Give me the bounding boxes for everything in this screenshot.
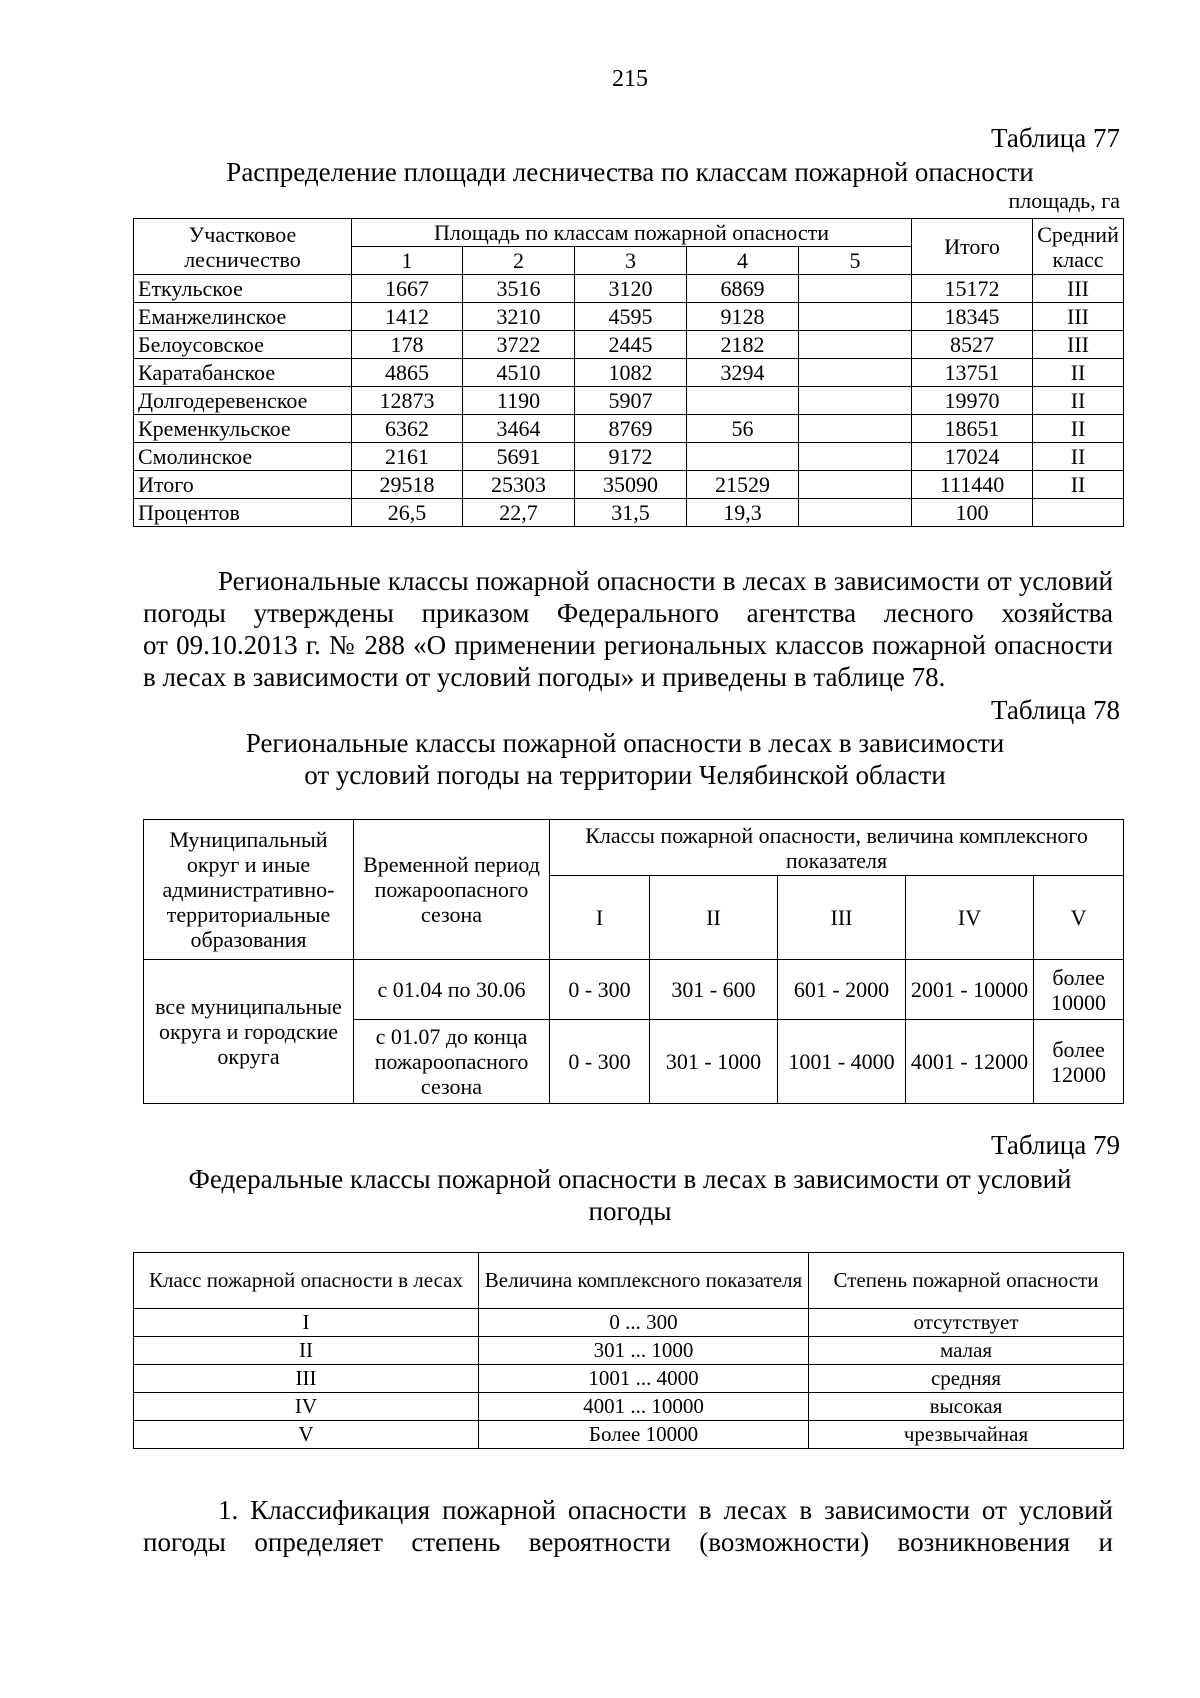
- forestry-name-cell: Процентов: [134, 499, 352, 527]
- value-cell: II: [1033, 443, 1124, 471]
- value-cell: 1190: [463, 387, 575, 415]
- danger-degree-cell: малая: [809, 1337, 1124, 1365]
- header-municipality: Муниципальный округ и иные административно-территориальные образования: [144, 820, 354, 960]
- table-79-title: Федеральные классы пожарной опасности в лесах в зависимости от условий погоды: [188, 1164, 1072, 1226]
- value-cell: 3120: [575, 275, 687, 303]
- table-row: [134, 443, 1124, 471]
- value-cell: 19970: [912, 387, 1033, 415]
- value-cell: 22,7: [463, 499, 575, 527]
- value-cell: [799, 331, 912, 359]
- paragraph-2: 1. Классификация пожарной опасности в лесах в зависимости от условий погоды определяет степень вероятности (возможности) возникновения и: [143, 1495, 1113, 1557]
- header-avg-class: Средний класс: [1033, 219, 1124, 275]
- value-cell: 4001 - 12000: [906, 1020, 1034, 1104]
- header-fire-class: Класс пожарной опасности в лесах: [134, 1253, 479, 1309]
- value-cell: 18651: [912, 415, 1033, 443]
- table-78: [143, 819, 1124, 1104]
- table-78-title: Региональные классы пожарной опасности в лесах в зависимости от условий погоды на территории Челябинской области: [245, 728, 1005, 790]
- index-value-cell: Более 10000: [479, 1421, 809, 1449]
- value-cell: 31,5: [575, 499, 687, 527]
- value-cell: 21529: [687, 471, 799, 499]
- value-cell: II: [1033, 387, 1124, 415]
- value-cell: III: [1033, 303, 1124, 331]
- header-index-value: Величина комплексного показателя: [479, 1253, 809, 1309]
- value-cell: 13751: [912, 359, 1033, 387]
- value-cell: [799, 275, 912, 303]
- header-class: 3: [575, 247, 687, 275]
- forestry-name-cell: Еткульское: [134, 275, 352, 303]
- header-class: 2: [463, 247, 575, 275]
- header-class: 1: [352, 247, 463, 275]
- value-cell: 25303: [463, 471, 575, 499]
- index-value-cell: 301 ... 1000: [479, 1337, 809, 1365]
- table-79-label: Таблица 79: [991, 1130, 1120, 1160]
- table-77-unit: площадь, га: [1008, 188, 1120, 213]
- value-cell: 5691: [463, 443, 575, 471]
- value-cell: 18345: [912, 303, 1033, 331]
- value-cell: II: [1033, 415, 1124, 443]
- table-row: [134, 1421, 1124, 1449]
- value-cell: 0 - 300: [550, 960, 650, 1020]
- value-cell: 100: [912, 499, 1033, 527]
- value-cell: 5907: [575, 387, 687, 415]
- value-cell: 601 - 2000: [778, 960, 906, 1020]
- table-78-label: Таблица 78: [991, 695, 1120, 725]
- forestry-name-cell: Кременкульское: [134, 415, 352, 443]
- value-cell: 2182: [687, 331, 799, 359]
- value-cell: [799, 359, 912, 387]
- fire-class-cell: II: [134, 1337, 479, 1365]
- value-cell: 1412: [352, 303, 463, 331]
- index-value-cell: 1001 ... 4000: [479, 1365, 809, 1393]
- value-cell: 9128: [687, 303, 799, 331]
- value-cell: более 12000: [1034, 1020, 1124, 1104]
- table-row: [134, 1365, 1124, 1393]
- value-cell: 3210: [463, 303, 575, 331]
- table-77-label: Таблица 77: [991, 123, 1120, 153]
- value-cell: 19,3: [687, 499, 799, 527]
- value-cell: 2001 - 10000: [906, 960, 1034, 1020]
- value-cell: 4510: [463, 359, 575, 387]
- header-area: Участковое лесничество: [134, 219, 352, 275]
- value-cell: III: [1033, 331, 1124, 359]
- value-cell: 1082: [575, 359, 687, 387]
- value-cell: [799, 471, 912, 499]
- danger-degree-cell: высокая: [809, 1393, 1124, 1421]
- forestry-name-cell: Еманжелинское: [134, 303, 352, 331]
- value-cell: 3294: [687, 359, 799, 387]
- header-period: Временной период пожароопасного сезона: [354, 820, 550, 960]
- value-cell: [799, 415, 912, 443]
- fire-class-cell: III: [134, 1365, 479, 1393]
- table-row: [134, 359, 1124, 387]
- value-cell: 6362: [352, 415, 463, 443]
- header-class: IV: [906, 876, 1034, 960]
- index-value-cell: 4001 ... 10000: [479, 1393, 809, 1421]
- index-value-cell: 0 ... 300: [479, 1309, 809, 1337]
- header-class: I: [550, 876, 650, 960]
- value-cell: более 10000: [1034, 960, 1124, 1020]
- value-cell: [799, 499, 912, 527]
- value-cell: 3516: [463, 275, 575, 303]
- value-cell: II: [1033, 471, 1124, 499]
- value-cell: 2161: [352, 443, 463, 471]
- header-total: Итого: [912, 219, 1033, 275]
- value-cell: 178: [352, 331, 463, 359]
- value-cell: [687, 387, 799, 415]
- header-classes-group: Классы пожарной опасности, величина комплексного показателя: [550, 820, 1124, 876]
- table-77-title: Распределение площади лесничества по классам пожарной опасности: [226, 157, 1034, 187]
- header-danger-degree: Степень пожарной опасности: [809, 1253, 1124, 1309]
- header-class: V: [1034, 876, 1124, 960]
- header-class: II: [650, 876, 778, 960]
- table-77: [133, 218, 1124, 527]
- table-row: [134, 1393, 1124, 1421]
- value-cell: 301 - 600: [650, 960, 778, 1020]
- value-cell: 111440: [912, 471, 1033, 499]
- fire-class-cell: V: [134, 1421, 479, 1449]
- forestry-name-cell: Каратабанское: [134, 359, 352, 387]
- value-cell: [799, 303, 912, 331]
- table-row: [134, 415, 1124, 443]
- value-cell: III: [1033, 275, 1124, 303]
- table-row: [134, 1309, 1124, 1337]
- value-cell: 4595: [575, 303, 687, 331]
- value-cell: 1001 - 4000: [778, 1020, 906, 1104]
- value-cell: 2445: [575, 331, 687, 359]
- forestry-name-cell: Белоусовское: [134, 331, 352, 359]
- table-row: [134, 387, 1124, 415]
- danger-degree-cell: чрезвычайная: [809, 1421, 1124, 1449]
- header-area-group: Площадь по классам пожарной опасности: [352, 219, 912, 247]
- forestry-name-cell: Долгодеревенское: [134, 387, 352, 415]
- header-class: III: [778, 876, 906, 960]
- period-cell: с 01.07 до конца пожароопасного сезона: [354, 1020, 550, 1104]
- value-cell: 8769: [575, 415, 687, 443]
- table-row: [134, 471, 1124, 499]
- danger-degree-cell: отсутствует: [809, 1309, 1124, 1337]
- forestry-name-cell: Итого: [134, 471, 352, 499]
- value-cell: 8527: [912, 331, 1033, 359]
- fire-class-cell: I: [134, 1309, 479, 1337]
- table-row: [144, 960, 1124, 1020]
- value-cell: 3464: [463, 415, 575, 443]
- municipality-cell: все муниципальные округа и городские округа: [144, 960, 354, 1104]
- value-cell: 12873: [352, 387, 463, 415]
- value-cell: [687, 443, 799, 471]
- danger-degree-cell: средняя: [809, 1365, 1124, 1393]
- paragraph-1: Региональные классы пожарной опасности в лесах в зависимости от условий погоды утверждены приказом Федерального агентства лесного хозяйства от 09.10.2013 г. № 288 «О применении региональных классов пожарной опасности в лесах в зависимости от условий погоды» и приведены в таблице 78.: [143, 566, 1113, 692]
- value-cell: 3722: [463, 331, 575, 359]
- value-cell: 9172: [575, 443, 687, 471]
- value-cell: [799, 387, 912, 415]
- value-cell: 15172: [912, 275, 1033, 303]
- forestry-name-cell: Смолинское: [134, 443, 352, 471]
- value-cell: 301 - 1000: [650, 1020, 778, 1104]
- table-row: [134, 303, 1124, 331]
- fire-class-cell: IV: [134, 1393, 479, 1421]
- value-cell: 29518: [352, 471, 463, 499]
- value-cell: II: [1033, 359, 1124, 387]
- value-cell: 1667: [352, 275, 463, 303]
- value-cell: 56: [687, 415, 799, 443]
- value-cell: 0 - 300: [550, 1020, 650, 1104]
- table-row: [134, 331, 1124, 359]
- value-cell: 17024: [912, 443, 1033, 471]
- value-cell: [1033, 499, 1124, 527]
- value-cell: 35090: [575, 471, 687, 499]
- value-cell: 6869: [687, 275, 799, 303]
- header-class: 4: [687, 247, 799, 275]
- value-cell: 26,5: [352, 499, 463, 527]
- page-number: 215: [612, 66, 648, 92]
- table-row: [134, 499, 1124, 527]
- header-class: 5: [799, 247, 912, 275]
- table-79: [133, 1252, 1124, 1449]
- table-row: [134, 1337, 1124, 1365]
- value-cell: 4865: [352, 359, 463, 387]
- period-cell: с 01.04 по 30.06: [354, 960, 550, 1020]
- value-cell: [799, 443, 912, 471]
- table-row: [134, 275, 1124, 303]
